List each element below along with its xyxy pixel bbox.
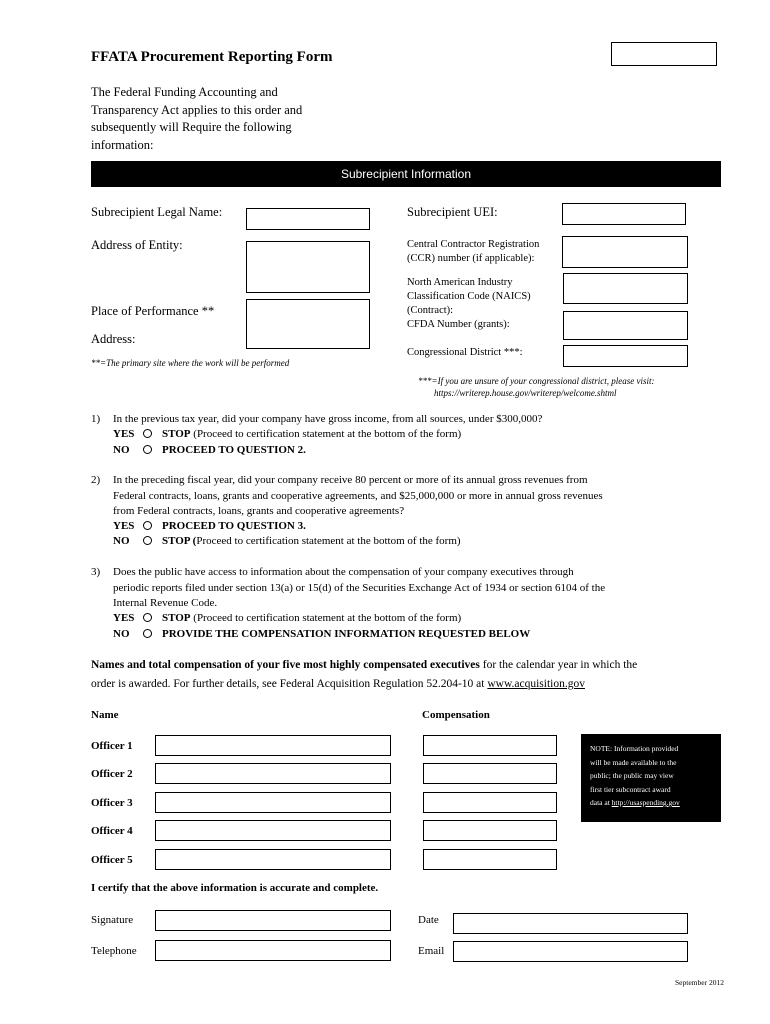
place-footnote: **=The primary site where the work will be performed [91, 358, 290, 368]
telephone-label: Telephone [91, 945, 137, 957]
answer-detail: Proceed to certification statement at the bottom of the form) [196, 535, 461, 547]
compensation-intro-line-1 [91, 659, 637, 671]
radio-icon[interactable] [143, 429, 152, 438]
question-2-text-line-2: Federal contracts, loans, grants and cooperative agreements, and $25,000,000 or more in annual gross revenues [113, 489, 603, 502]
officer-2-label: Officer 2 [91, 768, 133, 780]
footer-date: September 2012 [675, 978, 724, 987]
question-1-no-option[interactable] [113, 444, 306, 456]
question-2-yes-option[interactable] [113, 520, 306, 532]
uei-label: Subrecipient UEI: [407, 205, 498, 219]
radio-icon[interactable] [143, 629, 152, 638]
name-column-header: Name [91, 709, 119, 721]
question-2-number: 2) [91, 474, 101, 486]
certification-statement: I certify that the above information is accurate and complete. [91, 882, 379, 894]
officer-3-name-input[interactable] [155, 792, 391, 813]
compensation-intro-line-2 [91, 678, 585, 690]
legal-name-label: Subrecipient Legal Name: [91, 205, 223, 219]
place-of-performance-input[interactable] [246, 299, 370, 349]
note-line-4: first tier subcontract award [590, 784, 671, 794]
signature-label: Signature [91, 914, 134, 926]
question-1-number: 1) [91, 413, 101, 425]
question-3-number: 3) [91, 566, 101, 578]
radio-icon[interactable] [143, 613, 152, 622]
officer-4-name-input[interactable] [155, 820, 391, 841]
page-title: FFATA Procurement Reporting Form [91, 49, 333, 65]
answer-detail: (Proceed to certification statement at the bottom of the form) [190, 612, 462, 624]
note-line-5-text: data at [590, 798, 612, 807]
note-line-5 [590, 796, 712, 810]
ccr-label-line-1: Central Contractor Registration [407, 239, 540, 250]
note-line-2: will be made available to the [590, 757, 677, 767]
compensation-intro-text: order is awarded. For further details, see Federal Acquisition Regulation 52.204-10 at [91, 678, 488, 690]
yes-label: YES [113, 428, 135, 440]
question-3-text-line-3: Internal Revenue Code. [113, 597, 218, 609]
date-input[interactable] [453, 913, 688, 934]
officer-3-label: Officer 3 [91, 797, 133, 809]
address-input[interactable] [246, 241, 370, 293]
usaspending-link[interactable]: http://usaspending.gov [611, 798, 680, 807]
answer-instruction: STOP [162, 612, 191, 624]
question-3-yes-option[interactable] [113, 612, 461, 624]
question-3-text-line-1: Does the public have access to information about the compensation of your company executives through [113, 566, 574, 578]
intro-line-4: information: [91, 137, 154, 152]
note-line-1: NOTE: Information provided [590, 744, 679, 753]
question-3-no-option[interactable] [113, 628, 530, 640]
legal-name-input[interactable] [246, 208, 370, 230]
note-line-3: public; the public may view [590, 771, 674, 780]
district-footnote-line-2: https://writerep.house.gov/writerep/welcome.shtml [434, 388, 617, 398]
compensation-column-header: Compensation [422, 709, 490, 721]
compensation-intro-rest: for the calendar year in which the [479, 659, 638, 671]
telephone-input[interactable] [155, 940, 391, 961]
intro-line-2: Transparency Act applies to this order and [91, 102, 303, 117]
naics-label-line-1: North American Industry [407, 277, 513, 288]
officer-4-compensation-input[interactable] [423, 820, 557, 841]
question-2-text-line-1: In the preceding fiscal year, did your company receive 80 percent or more of its annual gross revenues from [113, 474, 588, 486]
no-label: NO [113, 535, 130, 547]
officer-2-name-input[interactable] [155, 763, 391, 784]
question-2-text-line-3: from Federal contracts, loans, grants and cooperative agreements? [113, 505, 405, 517]
answer-instruction: PROVIDE THE COMPENSATION INFORMATION REQUESTED BELOW [162, 628, 531, 640]
answer-instruction: STOP [162, 428, 191, 440]
answer-instruction: PROCEED TO QUESTION 2. [162, 444, 306, 456]
radio-icon[interactable] [143, 521, 152, 530]
officer-3-compensation-input[interactable] [423, 792, 557, 813]
district-input[interactable] [563, 345, 688, 367]
uei-input[interactable] [562, 203, 686, 225]
ccr-input[interactable] [562, 236, 688, 268]
naics-input[interactable] [563, 273, 688, 304]
radio-icon[interactable] [143, 445, 152, 454]
intro-line-1: The Federal Funding Accounting and [91, 85, 278, 99]
cfda-label: CFDA Number (grants): [407, 319, 510, 330]
address-label: Address of Entity: [91, 238, 183, 252]
yes-label: YES [113, 520, 135, 532]
officer-4-label: Officer 4 [91, 825, 133, 837]
intro-line-3: subsequently will Require the following [91, 120, 292, 134]
question-3-text-line-2: periodic reports filed under section 13(a) or 15(d) of the Securities Exchange Act of 1934 or section 6104 of the [113, 581, 606, 594]
officer-1-name-input[interactable] [155, 735, 391, 756]
cfda-input[interactable] [563, 311, 688, 340]
answer-detail: (Proceed to certification statement at the bottom of the form) [190, 428, 462, 440]
naics-label-line-3: (Contract): [407, 305, 454, 316]
officer-5-compensation-input[interactable] [423, 849, 557, 870]
naics-label-line-2: Classification Code (NAICS) [407, 291, 531, 302]
usaspending-note [581, 734, 721, 822]
place-address-label: Address: [91, 332, 136, 346]
date-label: Date [418, 914, 439, 926]
officer-1-compensation-input[interactable] [423, 735, 557, 756]
yes-label: YES [113, 612, 135, 624]
place-of-performance-label: Place of Performance ** [91, 304, 215, 318]
no-label: NO [113, 444, 130, 456]
no-label: NO [113, 628, 130, 640]
section-header-subrecipient: Subrecipient Information [91, 161, 721, 187]
email-input[interactable] [453, 941, 688, 962]
acquisition-link[interactable]: www.acquisition.gov [487, 678, 585, 690]
question-1-text: In the previous tax year, did your company have gross income, from all sources, under $300,000? [113, 413, 543, 425]
radio-icon[interactable] [143, 536, 152, 545]
officer-5-name-input[interactable] [155, 849, 391, 870]
officer-1-label: Officer 1 [91, 740, 133, 752]
question-2-no-option[interactable] [113, 535, 461, 547]
officer-5-label: Officer 5 [91, 854, 133, 866]
question-1-yes-option[interactable] [113, 428, 461, 440]
answer-instruction: PROCEED TO QUESTION 3. [162, 520, 306, 532]
district-label: Congressional District ***: [407, 347, 523, 358]
email-label: Email [418, 945, 445, 957]
signature-input[interactable] [155, 910, 391, 931]
compensation-intro-bold: Names and total compensation of your five most highly compensated executives [91, 659, 480, 671]
officer-2-compensation-input[interactable] [423, 763, 557, 784]
ccr-label-line-2: (CCR) number (if applicable): [407, 253, 535, 264]
district-footnote-line-1: ***=If you are unsure of your congressional district, please visit: [418, 376, 655, 386]
form-id-box[interactable] [611, 42, 717, 66]
answer-instruction: STOP ( [162, 535, 197, 547]
